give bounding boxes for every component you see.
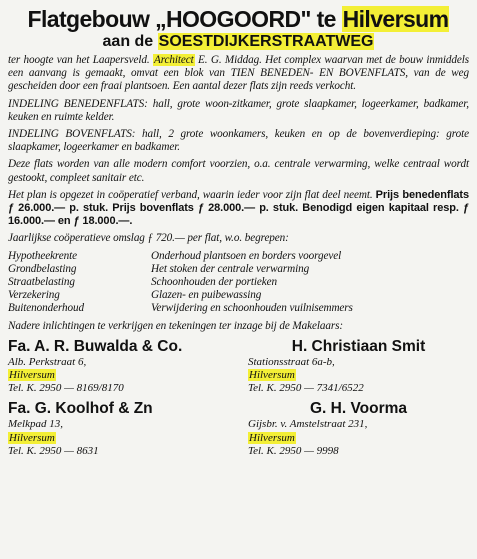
list-item: Straatbelasting (8, 276, 75, 289)
title-text: Flatgebouw „HOOGOORD" te (27, 6, 342, 32)
agent-phone: Tel. K. 2950 — 8631 (8, 444, 99, 457)
list-item: Schoonhouden der portieken (151, 276, 278, 289)
agent-address: Stationsstraat 6a-b, (248, 355, 335, 368)
agent-name: Fa. A. R. Buwalda & Co. (8, 337, 183, 355)
paragraph-boven: INDELING BOVENFLATS: hall, 2 grote woonkamers, keuken en op de bovenverdieping: grote slaapkamer, logeerkamer en badkamer. (8, 128, 469, 154)
agent-phone: Tel. K. 2950 — 8169/8170 (8, 382, 124, 395)
agent-phone: Tel. K. 2950 — 9998 (248, 444, 339, 457)
list-item: Onderhoud plantsoen en borders voorgevel (151, 249, 342, 262)
agent-city (248, 432, 469, 445)
agent-name: Fa. G. Koolhof & Zn (8, 400, 153, 418)
list-item: Glazen- en puibewassing (151, 289, 262, 302)
list-item: Buitenonderhoud (8, 302, 84, 315)
paragraph-beneden: INDELING BENEDENFLATS: hall, grote woon-zitkamer, grote slaapkamer, logeerkamer, badkamer, keuken en ruimte kelder. (8, 97, 469, 123)
list-item: Grondbelasting (8, 262, 77, 275)
intro-before: ter hoogte van het Laapersveld. (8, 54, 153, 66)
intro-after: E. G. Middag. Het complex waarvan met de bouw inmiddels een aanvang is gemaakt, omvat een blok van TIEN BENEDEN- EN BOVENFLATS, van de weg gescheiden door een fraai plantsoen. Een aantal dezer flats zijn reeds verkocht. (8, 54, 469, 93)
agent-city-text: Hilversum (249, 431, 295, 444)
agent-smit (248, 337, 469, 396)
title-place: Hilversum (342, 6, 449, 32)
subtitle-prefix: aan de (102, 33, 158, 50)
paragraph-pricing (8, 189, 469, 229)
paragraph-comfort: Deze flats worden van alle modern comfort voorzien, o.a. centrale verwarming, welke centraal wordt gestookt, compleet sanitair etc. (8, 158, 469, 184)
agent-city (8, 369, 244, 382)
list-item: Verzekering (8, 289, 60, 302)
list-item: Verwijdering en schoonhouden vuilnisemmers (151, 302, 353, 315)
agents-grid (8, 337, 469, 462)
agent-city-text: Hilversum (9, 369, 55, 382)
list-item: Het stoken der centrale verwarming (151, 262, 310, 275)
agent-phone: Tel. K. 2950 — 7341/6522 (248, 382, 364, 395)
intro-architect: Architect (153, 54, 194, 66)
agent-address: Melkpad 13, (8, 418, 63, 431)
pricing-intro: Het plan is opgezet in coöperatief verband, waarin ieder voor zijn flat deel neemt. (8, 188, 376, 201)
agent-address: Alb. Perkstraat 6, (8, 355, 87, 368)
agent-koolhof (8, 399, 244, 458)
agent-city (8, 432, 244, 445)
cost-list-left (8, 250, 151, 316)
agent-buwalda (8, 337, 244, 396)
paragraph-annual: Jaarlijkse coöperatieve omslag ƒ 720.— per flat, w.o. begrepen: (8, 232, 289, 245)
agent-voorma (248, 399, 469, 458)
agent-city-text: Hilversum (249, 369, 295, 382)
agent-city-text: Hilversum (9, 431, 55, 444)
agent-city (248, 369, 469, 382)
cost-list (8, 250, 469, 316)
list-item: Hypotheekrente (8, 249, 78, 262)
agent-address: Gijsbr. v. Amstelstraat 231, (248, 418, 368, 431)
agent-name: G. H. Voorma (309, 400, 408, 418)
ad-subtitle (8, 32, 469, 52)
agent-name: H. Christiaan Smit (291, 337, 426, 355)
pricing-bold: Prijs benedenflats ƒ 26.000.— p. stuk. Prijs bovenflats ƒ 28.000.— p. stuk. Benodigd eigen kapitaal resp. ƒ 16.000.— en ƒ 18.000.—. (8, 188, 470, 228)
cost-list-right (151, 250, 469, 316)
intro-paragraph (8, 54, 469, 94)
subtitle-street: SOESTDIJKERSTRAATWEG (158, 33, 374, 50)
paragraph-info: Nadere inlichtingen te verkrijgen en tekeningen ter inzage bij de Makelaars: (8, 319, 343, 332)
ad-body (8, 54, 469, 333)
ad-title (8, 6, 469, 32)
